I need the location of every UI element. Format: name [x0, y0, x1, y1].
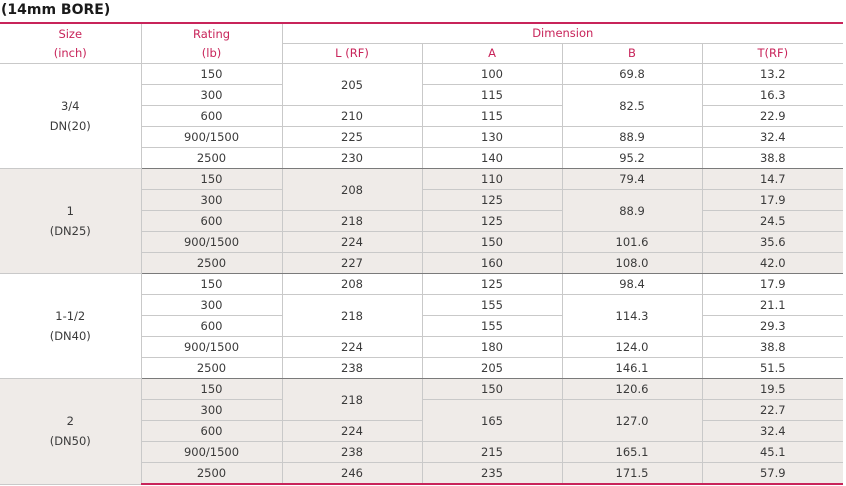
rating-cell: 600 [141, 211, 282, 232]
l-cell: 218 [282, 211, 422, 232]
b-cell: 98.4 [562, 274, 702, 295]
rating-cell: 150 [141, 169, 282, 190]
header-rating: Rating (lb) [141, 23, 282, 64]
l-cell: 224 [282, 421, 422, 442]
b-cell: 146.1 [562, 358, 702, 379]
t-cell: 45.1 [702, 442, 843, 463]
rating-cell: 2500 [141, 253, 282, 274]
rating-cell: 300 [141, 295, 282, 316]
a-cell: 140 [422, 148, 562, 169]
table-row [0, 274, 843, 295]
a-cell: 150 [422, 232, 562, 253]
size-cell: 1 (DN25) [0, 169, 141, 274]
rating-cell: 300 [141, 400, 282, 421]
rating-cell: 150 [141, 379, 282, 400]
a-cell: 235 [422, 463, 562, 485]
rating-cell: 300 [141, 85, 282, 106]
t-cell: 57.9 [702, 463, 843, 485]
a-cell: 115 [422, 106, 562, 127]
rating-cell: 600 [141, 421, 282, 442]
a-cell: 125 [422, 190, 562, 211]
t-cell: 51.5 [702, 358, 843, 379]
a-cell: 125 [422, 274, 562, 295]
size-group-1 [0, 169, 843, 274]
t-cell: 42.0 [702, 253, 843, 274]
t-cell: 21.1 [702, 295, 843, 316]
rating-cell: 600 [141, 106, 282, 127]
rating-cell: 600 [141, 316, 282, 337]
a-cell: 205 [422, 358, 562, 379]
rating-cell: 2500 [141, 148, 282, 169]
l-cell: 210 [282, 106, 422, 127]
size-group-2 [0, 379, 843, 485]
t-cell: 19.5 [702, 379, 843, 400]
rating-cell: 150 [141, 64, 282, 85]
b-cell: 165.1 [562, 442, 702, 463]
t-cell: 13.2 [702, 64, 843, 85]
rating-cell: 900/1500 [141, 442, 282, 463]
page-title: (14mm BORE) [1, 2, 111, 18]
l-cell: 238 [282, 358, 422, 379]
b-cell: 124.0 [562, 337, 702, 358]
a-cell: 130 [422, 127, 562, 148]
t-cell: 22.9 [702, 106, 843, 127]
t-cell: 22.7 [702, 400, 843, 421]
a-cell: 100 [422, 64, 562, 85]
l-cell: 227 [282, 253, 422, 274]
l-cell: 224 [282, 337, 422, 358]
a-cell: 125 [422, 211, 562, 232]
b-cell: 95.2 [562, 148, 702, 169]
l-cell: 205 [282, 64, 422, 106]
l-cell: 218 [282, 295, 422, 337]
b-cell: 88.9 [562, 127, 702, 148]
l-cell: 246 [282, 463, 422, 485]
l-cell: 225 [282, 127, 422, 148]
l-cell: 230 [282, 148, 422, 169]
rating-cell: 2500 [141, 463, 282, 485]
size-group-1-1-2 [0, 274, 843, 379]
t-cell: 14.7 [702, 169, 843, 190]
rating-cell: 900/1500 [141, 232, 282, 253]
rating-cell: 150 [141, 274, 282, 295]
size-group-3-4 [0, 64, 843, 169]
b-cell: 101.6 [562, 232, 702, 253]
size-cell: 2 (DN50) [0, 379, 141, 485]
t-cell: 38.8 [702, 148, 843, 169]
rating-cell: 900/1500 [141, 127, 282, 148]
a-cell: 150 [422, 379, 562, 400]
table-header [0, 23, 843, 64]
a-cell: 110 [422, 169, 562, 190]
b-cell: 88.9 [562, 190, 702, 232]
a-cell: 180 [422, 337, 562, 358]
a-cell: 115 [422, 85, 562, 106]
b-cell: 82.5 [562, 85, 702, 127]
b-cell: 127.0 [562, 400, 702, 442]
b-cell: 79.4 [562, 169, 702, 190]
dimension-table [0, 22, 843, 485]
b-cell: 114.3 [562, 295, 702, 337]
t-cell: 32.4 [702, 421, 843, 442]
a-cell: 155 [422, 316, 562, 337]
a-cell: 215 [422, 442, 562, 463]
a-cell: 165 [422, 400, 562, 442]
l-cell: 218 [282, 379, 422, 421]
header-b: B [562, 44, 702, 64]
t-cell: 38.8 [702, 337, 843, 358]
l-cell: 238 [282, 442, 422, 463]
rating-cell: 300 [141, 190, 282, 211]
t-cell: 17.9 [702, 274, 843, 295]
t-cell: 17.9 [702, 190, 843, 211]
table-row [0, 64, 843, 85]
table-row [0, 169, 843, 190]
table-row [0, 379, 843, 400]
a-cell: 155 [422, 295, 562, 316]
b-cell: 108.0 [562, 253, 702, 274]
header-a: A [422, 44, 562, 64]
b-cell: 69.8 [562, 64, 702, 85]
l-cell: 208 [282, 169, 422, 211]
l-cell: 208 [282, 274, 422, 295]
l-cell: 224 [282, 232, 422, 253]
size-cell: 3/4 DN(20) [0, 64, 141, 169]
t-cell: 35.6 [702, 232, 843, 253]
t-cell: 24.5 [702, 211, 843, 232]
b-cell: 171.5 [562, 463, 702, 485]
t-cell: 16.3 [702, 85, 843, 106]
header-t-rf: T(RF) [702, 44, 843, 64]
b-cell: 120.6 [562, 379, 702, 400]
a-cell: 160 [422, 253, 562, 274]
t-cell: 29.3 [702, 316, 843, 337]
rating-cell: 2500 [141, 358, 282, 379]
header-l-rf: L (RF) [282, 44, 422, 64]
header-dimension: Dimension [282, 23, 843, 44]
t-cell: 32.4 [702, 127, 843, 148]
rating-cell: 900/1500 [141, 337, 282, 358]
header-size: Size (inch) [0, 23, 141, 64]
size-cell: 1-1/2 (DN40) [0, 274, 141, 379]
